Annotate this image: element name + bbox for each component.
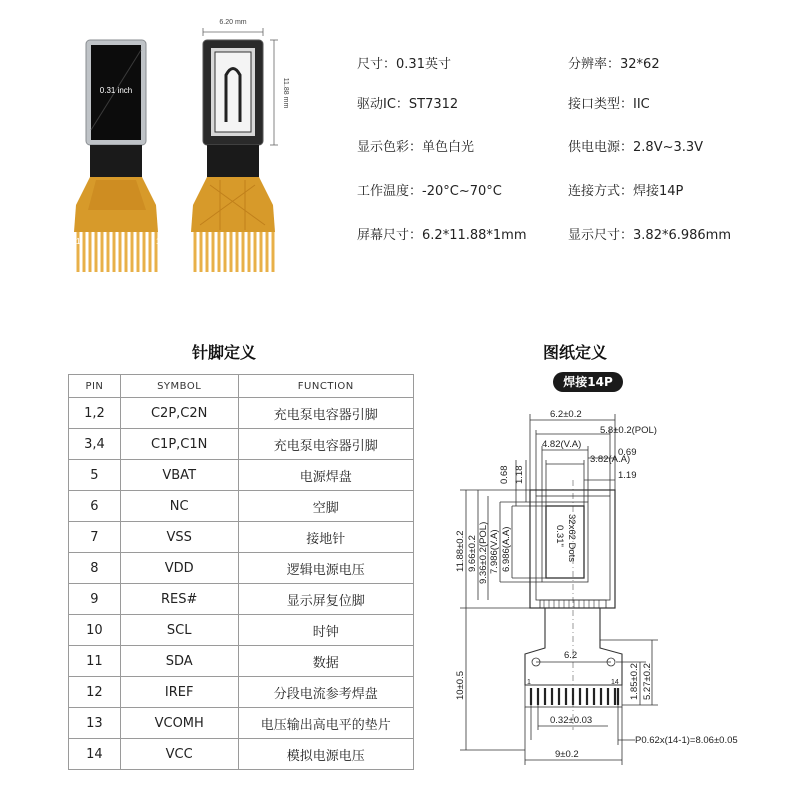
- spec-screen-size: [357, 224, 527, 243]
- spec-value: -20°C~70°C: [422, 184, 502, 199]
- spec-power: [568, 136, 703, 155]
- spec-value: 0.31英寸: [396, 57, 451, 72]
- pin-cell: 1,2: [69, 398, 121, 429]
- pin-cell: 7: [69, 522, 121, 553]
- spec-label: 驱动IC：: [357, 97, 409, 112]
- dim-fpc-w: 9±0.2: [555, 749, 579, 760]
- header-symbol: SYMBOL: [120, 375, 238, 398]
- table-row: [69, 460, 414, 491]
- function-cell: 模拟电源电压: [238, 739, 413, 770]
- symbol-cell: VDD: [120, 553, 238, 584]
- table-row: [69, 615, 414, 646]
- function-cell: 分段电流参考焊盘: [238, 677, 413, 708]
- dim-pitch: P0.62x(14-1)=8.06±0.05: [635, 735, 738, 746]
- pin-last-label: 14: [611, 679, 619, 686]
- pin-cell: 12: [69, 677, 121, 708]
- dim-hole-pitch: 6.2: [564, 650, 578, 661]
- pin-table-header: [69, 375, 414, 398]
- pin-cell: 11: [69, 646, 121, 677]
- pin-table: [68, 374, 414, 770]
- function-cell: 数据: [238, 646, 413, 677]
- dim-h-total: 11.88±0.2: [455, 530, 466, 572]
- symbol-cell: SDA: [120, 646, 238, 677]
- front-screen-label: 0.31 inch: [99, 86, 133, 95]
- function-cell: 逻辑电源电压: [238, 553, 413, 584]
- table-row: [69, 491, 414, 522]
- spec-interface: [568, 93, 650, 112]
- table-row: [69, 584, 414, 615]
- dim-h-aa: 6.986(A.A): [501, 526, 512, 572]
- screen-dots-label: 32x62 Dots: [566, 514, 577, 563]
- symbol-cell: RES#: [120, 584, 238, 615]
- spec-value: 6.2*11.88*1mm: [422, 228, 527, 243]
- spec-size: [357, 53, 451, 72]
- function-cell: 显示屏复位脚: [238, 584, 413, 615]
- symbol-cell: NC: [120, 491, 238, 522]
- symbol-cell: VCOMH: [120, 708, 238, 739]
- connection-badge: 焊接14P: [553, 372, 623, 392]
- spec-label: 工作温度：: [357, 184, 423, 199]
- dim-fpc-len: 10±0.5: [455, 671, 466, 700]
- pin-cell: 6: [69, 491, 121, 522]
- table-row: [69, 677, 414, 708]
- dim-h-966: 9.66±0.2: [467, 535, 478, 572]
- symbol-cell: C1P,C1N: [120, 429, 238, 460]
- function-cell: 时钟: [238, 615, 413, 646]
- screen-size-label: 0.31": [554, 525, 565, 547]
- spec-label: 显示尺寸：: [568, 228, 634, 243]
- dim-118: 1.18: [514, 465, 525, 484]
- symbol-cell: VCC: [120, 739, 238, 770]
- dim-119: 1.19: [618, 470, 637, 481]
- spec-label: 显示色彩：: [357, 140, 423, 155]
- pin-cell: 13: [69, 708, 121, 739]
- spec-label: 屏幕尺寸：: [357, 228, 423, 243]
- spec-label: 尺寸：: [357, 57, 397, 72]
- spec-connection: [568, 180, 683, 199]
- dim-h-va: 7.986(V.A): [489, 529, 500, 574]
- pin-cell: 14: [69, 739, 121, 770]
- pin-cell: 3,4: [69, 429, 121, 460]
- product-photos: [60, 10, 310, 285]
- dim-w-total: 6.2±0.2: [550, 409, 582, 420]
- function-cell: 电压输出高电平的垫片: [238, 708, 413, 739]
- spec-value: IIC: [633, 97, 650, 112]
- symbol-cell: SCL: [120, 615, 238, 646]
- spec-resolution: [568, 53, 660, 72]
- symbol-cell: VSS: [120, 522, 238, 553]
- pin-cell: 10: [69, 615, 121, 646]
- dim-185: 1.85±0.2: [629, 663, 640, 700]
- table-row: [69, 429, 414, 460]
- spec-value: ST7312: [408, 97, 459, 112]
- header-pin: PIN: [69, 375, 121, 398]
- pin-cell: 8: [69, 553, 121, 584]
- dim-h-pol: 9.36±0.2(POL): [478, 521, 489, 584]
- spec-label: 接口类型：: [568, 97, 634, 112]
- mechanical-drawing: [430, 400, 790, 795]
- photo-width-dim: 6.20 mm: [219, 19, 247, 26]
- dim-va-w: 4.82(V.A): [542, 439, 582, 450]
- table-row: [69, 646, 414, 677]
- pin-marker-left: 1: [76, 237, 81, 246]
- table-row: [69, 522, 414, 553]
- table-row: [69, 739, 414, 770]
- symbol-cell: IREF: [120, 677, 238, 708]
- spec-label: 供电电源：: [568, 140, 634, 155]
- dim-aa-w: 3.82(A.A): [590, 454, 631, 465]
- spec-value: 32*62: [620, 57, 660, 72]
- symbol-cell: VBAT: [120, 460, 238, 491]
- symbol-cell: C2P,C2N: [120, 398, 238, 429]
- pin-cell: 5: [69, 460, 121, 491]
- dim-pol: 5.8±0.2(POL): [600, 425, 657, 436]
- function-cell: 空脚: [238, 491, 413, 522]
- pin-section-title: 针脚定义: [192, 343, 257, 362]
- function-cell: 充电泵电容器引脚: [238, 398, 413, 429]
- dim-069: 0.69: [618, 447, 637, 458]
- drawing-section-title: 图纸定义: [543, 343, 608, 362]
- function-cell: 电源焊盘: [238, 460, 413, 491]
- spec-display-size: [568, 224, 731, 243]
- spec-label: 分辨率：: [568, 57, 621, 72]
- spec-driver-ic: [357, 93, 458, 112]
- front-module-photo: [74, 40, 158, 272]
- dim-pad-w: 0.32±0.03: [550, 715, 593, 726]
- back-module-photo: [156, 19, 289, 272]
- table-row: [69, 708, 414, 739]
- dim-068: 0.68: [499, 465, 510, 484]
- header-function: FUNCTION: [238, 375, 413, 398]
- spec-label: 连接方式：: [568, 184, 634, 199]
- pin-marker-right: 1: [156, 237, 161, 246]
- pin-first-label: 1: [527, 679, 531, 686]
- dim-527: 5.27±0.2: [642, 663, 653, 700]
- pin-cell: 9: [69, 584, 121, 615]
- table-row: [69, 553, 414, 584]
- spec-value: 3.82*6.986mm: [633, 228, 732, 243]
- photo-height-dim: 11.88 mm: [282, 77, 289, 109]
- table-row: [69, 398, 414, 429]
- spec-color: [357, 136, 474, 155]
- spec-value: 单色白光: [422, 140, 475, 155]
- function-cell: 接地针: [238, 522, 413, 553]
- spec-temperature: [357, 180, 502, 199]
- function-cell: 充电泵电容器引脚: [238, 429, 413, 460]
- spec-value: 焊接14P: [633, 184, 684, 199]
- spec-value: 2.8V~3.3V: [633, 140, 704, 155]
